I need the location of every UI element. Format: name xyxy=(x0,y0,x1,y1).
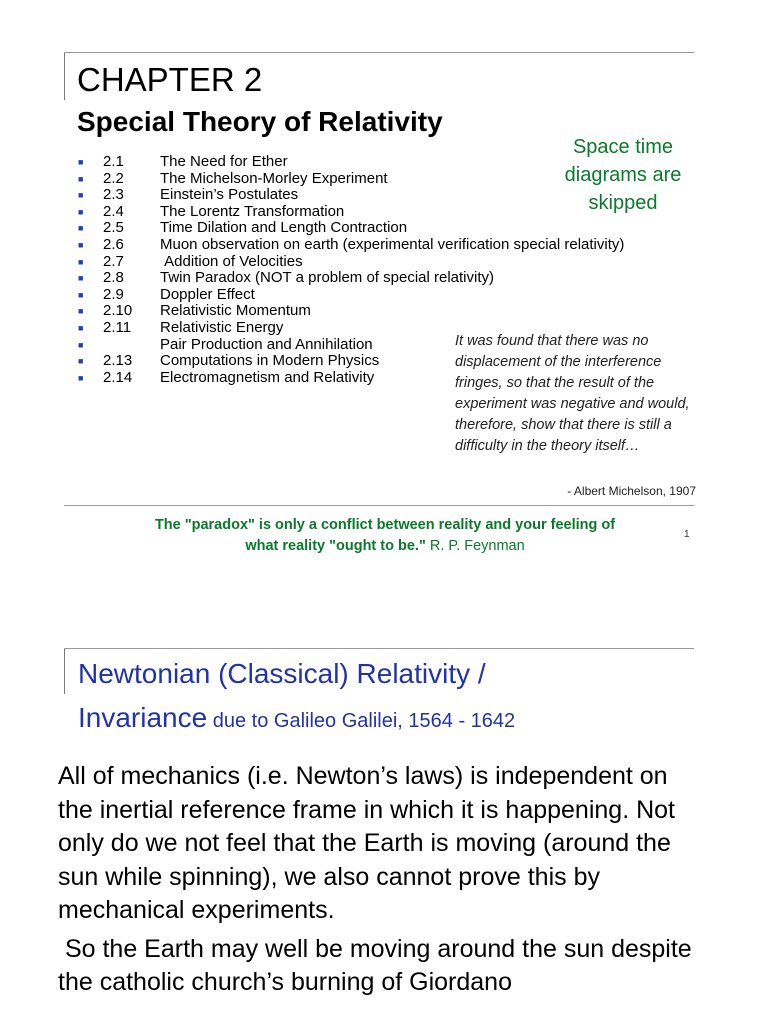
toc-item xyxy=(78,303,638,320)
bullet-icon: ■ xyxy=(78,239,84,250)
toc-item-title: Pair Production and Annihilation xyxy=(160,335,373,353)
feynman-quote-line1: The "paradox" is only a conflict between reality and your feeling of xyxy=(154,517,616,533)
slide-body xyxy=(58,760,708,1005)
toc-item-number: 2.6 xyxy=(103,235,124,253)
body-paragraph-1: All of mechanics (i.e. Newton’s laws) is independent on the inertial reference frame in which it is happening. Not only do we not feel that the Earth is moving (around the sun while spinning), we also cannot prove this by mechanical experiments. xyxy=(58,762,675,924)
toc-item-title: Electromagnetism and Relativity xyxy=(160,368,375,386)
toc-item-title: The Michelson-Morley Experiment xyxy=(160,169,388,187)
side-note: Space time diagrams are skipped xyxy=(564,136,682,214)
toc-item xyxy=(78,204,638,221)
toc-item-number: 2.3 xyxy=(103,186,124,204)
title-accent-line-2 xyxy=(64,648,65,694)
toc-item xyxy=(78,237,638,254)
toc-item-title: Einstein’s Postulates xyxy=(160,186,299,204)
bullet-icon: ■ xyxy=(78,223,84,234)
toc-item xyxy=(78,287,638,304)
slide-title-line2 xyxy=(78,698,515,741)
toc-item-title: Doppler Effect xyxy=(160,285,255,303)
bullet-icon: ■ xyxy=(78,289,84,300)
toc-item-number: 2.13 xyxy=(103,352,133,370)
toc-item xyxy=(78,254,638,271)
feynman-quote-line2: what reality "ought to be." xyxy=(245,538,426,554)
feynman-author: R. P. Feynman xyxy=(425,538,525,554)
chapter-heading: CHAPTER 2 xyxy=(77,61,263,98)
bullet-icon: ■ xyxy=(78,306,84,317)
title-accent-line xyxy=(64,52,65,100)
slide-title-line1: Newtonian (Classical) Relativity / xyxy=(78,658,486,689)
toc-item-title: Muon observation on earth (experimental verification special relativity) xyxy=(160,235,625,253)
feynman-quote xyxy=(60,515,710,557)
body-paragraph-2: So the Earth may well be moving around the sun despite the catholic church’s burning of Giordano xyxy=(58,934,699,996)
toc-item-title: The Lorentz Transformation xyxy=(160,202,345,220)
toc-item-title: Twin Paradox (NOT a problem of special relativity) xyxy=(160,269,495,287)
bullet-icon: ■ xyxy=(78,339,84,350)
toc-item-title: The Need for Ether xyxy=(160,153,288,170)
bullet-icon: ■ xyxy=(78,256,84,267)
toc-item-number: 2.2 xyxy=(103,169,124,187)
bullet-icon: ■ xyxy=(78,372,84,383)
toc-item-number: 2.4 xyxy=(103,202,124,220)
toc-item-number: 2.11 xyxy=(103,318,132,336)
toc-item xyxy=(78,171,638,188)
quote-author: - Albert Michelson, 1907 xyxy=(567,484,696,498)
toc-item-number: 2.9 xyxy=(103,285,124,303)
slide-title-invariance: Invariance xyxy=(78,702,208,733)
chapter-subtitle: Special Theory of Relativity xyxy=(77,106,443,137)
bullet-icon: ■ xyxy=(78,190,84,201)
bullet-icon: ■ xyxy=(78,157,84,167)
toc-item-number: 2.14 xyxy=(103,368,133,386)
slide-2 xyxy=(0,600,768,1024)
bullet-icon: ■ xyxy=(78,206,84,217)
toc-item-title: Relativistic Energy xyxy=(160,318,284,336)
bullet-icon: ■ xyxy=(78,322,84,333)
toc-item xyxy=(78,154,638,171)
bullet-icon: ■ xyxy=(78,273,84,284)
toc-item-number: 2.5 xyxy=(103,219,124,237)
toc-item-title: Time Dilation and Length Contraction xyxy=(160,219,408,237)
toc-item xyxy=(78,270,638,287)
toc-item-title: Computations in Modern Physics xyxy=(160,352,380,370)
bullet-icon: ■ xyxy=(78,356,84,367)
page-number: 1 xyxy=(684,529,690,540)
toc-item xyxy=(78,187,638,204)
toc-item-number: 2.1 xyxy=(103,153,124,170)
top-rule xyxy=(64,52,694,53)
toc-item xyxy=(78,220,638,237)
michelson-quote: It was found that there was no displacement of the interference fringes, so that the result of the experiment was negative and would, therefore, show that there is still a difficulty in the theory itself… xyxy=(455,333,690,454)
top-rule-2 xyxy=(64,648,694,649)
bullet-icon: ■ xyxy=(78,173,84,184)
toc-item-number: 2.10 xyxy=(103,302,133,320)
toc-item-number: 2.7 xyxy=(103,252,124,270)
slide-title-attribution: due to Galileo Galilei, 1564 - 1642 xyxy=(207,710,516,732)
toc-item-number: 2.8 xyxy=(103,269,124,287)
toc-item-title: Relativistic Momentum xyxy=(160,302,311,320)
toc-item-title: Addition of Velocities xyxy=(160,252,303,270)
bottom-rule xyxy=(64,505,694,506)
